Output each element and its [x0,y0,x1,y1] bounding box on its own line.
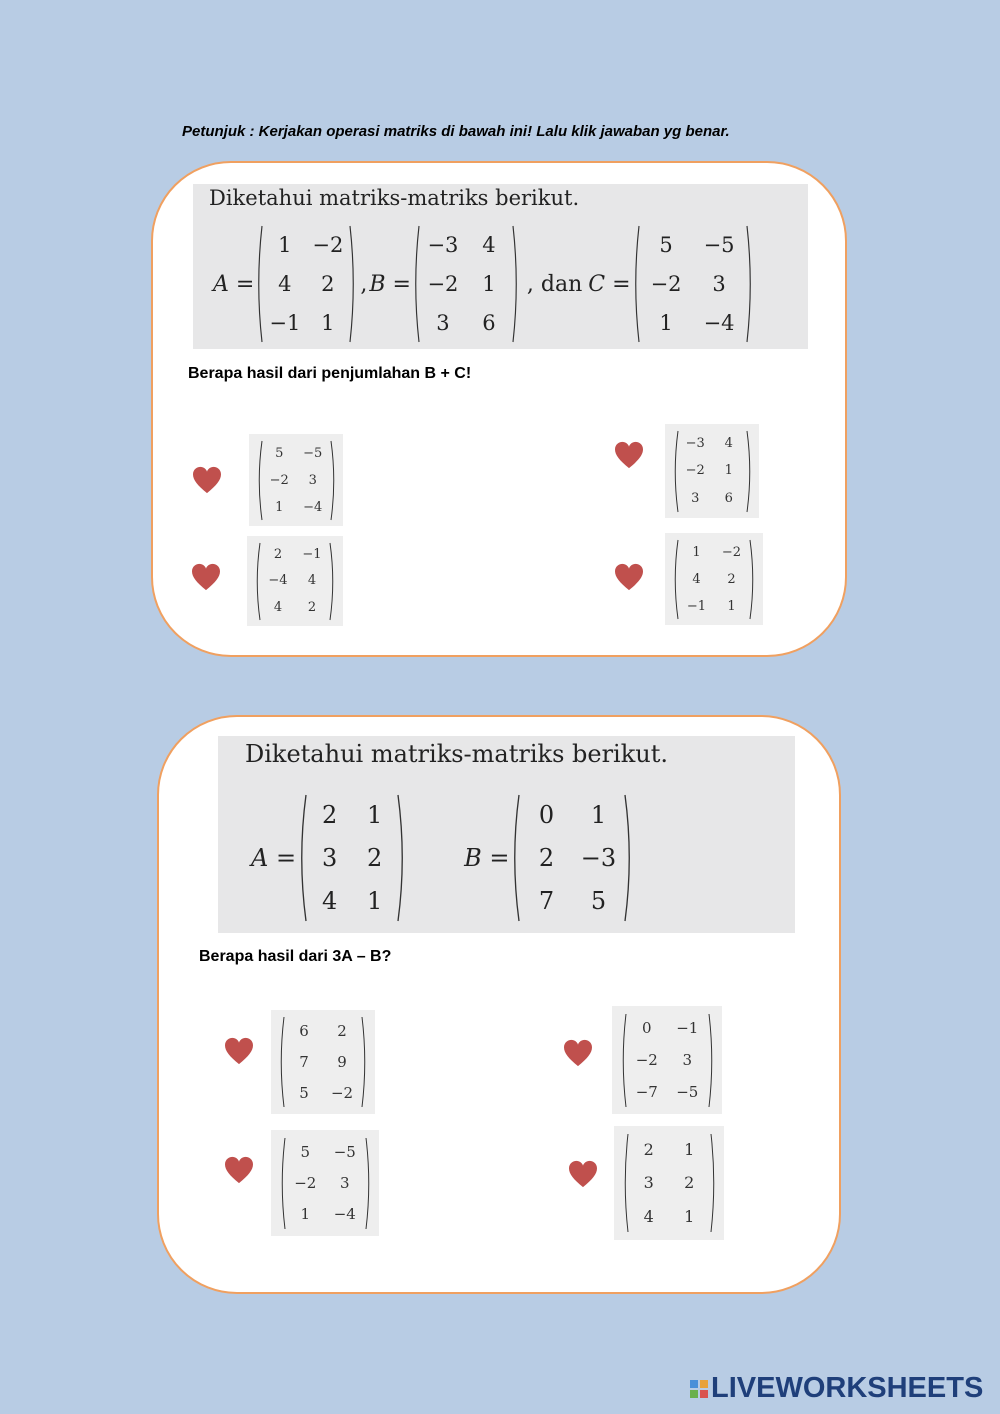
matrix-cell: −2 [312,232,344,257]
left-paren [671,430,679,513]
matrix-cell: 4 [692,571,701,587]
given-title: Diketahui matriks-matriks berikut. [245,740,668,768]
matrix-cell: 0 [538,801,555,830]
instruction-text: Petunjuk : Kerjakan operasi matriks di bawah ini! Lalu klik jawaban yg benar. [182,123,730,140]
matrix-cell: 2 [366,843,383,872]
right-paren [710,1133,718,1233]
matrix-cell: −5 [303,445,323,461]
matrix-cell: −1 [686,598,707,614]
left-paren [631,225,640,343]
given-matrices-panel [218,736,795,933]
matrix-cell: 1 [275,499,284,515]
matrix-cell: 6 [724,491,733,507]
matrix-cell: 3 [712,271,726,296]
answer-option-4[interactable] [614,1126,724,1240]
right-paren [329,542,337,621]
matrix-cell: −2 [427,271,459,296]
matrix-cell: 2 [273,547,283,563]
option-matrix [278,1137,373,1230]
matrix-cell: 1 [727,598,736,614]
comma: , [360,271,368,297]
right-paren [746,430,754,513]
question-1-prompt: Berapa hasil dari penjumlahan B + C! [188,365,472,382]
matrix-cell: 3 [682,1050,693,1069]
given-title: Diketahui matriks-matriks berikut. [209,186,580,210]
matrix-cell: 3 [436,311,450,336]
heart-icon[interactable] [568,1160,598,1188]
logo-text: LIVEWORKSHEETS [711,1372,984,1404]
question-card-2 [157,715,841,1294]
heart-icon[interactable] [224,1156,254,1184]
option-matrix [671,539,757,620]
answer-option-4[interactable] [665,533,763,625]
matrix-cell: −2 [721,544,742,560]
heart-icon[interactable] [614,441,644,469]
matrix-cell: 7 [299,1052,309,1071]
matrix-cell: −1 [676,1019,699,1038]
matrix-cell: 1 [321,311,335,336]
matrix-cell: −2 [269,472,289,488]
right-paren [397,794,408,922]
option-matrix [277,1016,369,1108]
left-paren [621,1133,629,1233]
matrix-cell: −4 [703,311,735,336]
matrix-cell: −5 [333,1143,356,1161]
heart-icon[interactable] [192,466,222,494]
matrix-cell: 3 [339,1174,350,1192]
matrix-cell: −4 [333,1205,356,1223]
matrix-cell: 3 [308,472,317,488]
left-paren [277,1016,285,1108]
matrix-cell: 0 [641,1019,652,1038]
label-matrix-a: A = [213,271,255,297]
matrix-cell: −5 [676,1082,699,1101]
label-matrix-c: C = [588,271,631,297]
right-paren [749,539,757,620]
question-2-prompt: Berapa hasil dari 3A – B? [199,948,392,965]
matrix-cell: 9 [337,1052,347,1071]
right-paren [361,1016,369,1108]
connector-dan: , dan [526,271,583,297]
matrix-cell: −3 [427,232,459,257]
matrix-cell: 2 [538,843,555,872]
matrix-cell: 1 [366,886,383,915]
matrix-cell: 1 [692,544,701,560]
matrix-cell: 3 [643,1173,654,1193]
given-matrices-panel [193,184,808,349]
matrix-cell: −2 [635,1050,658,1069]
label-matrix-b: B = [369,271,411,297]
matrix-cell: 5 [299,1083,309,1102]
liveworksheets-logo [690,1372,983,1405]
matrix-cell: −2 [650,271,682,296]
matrix-cell: −3 [580,843,617,872]
matrix-cell: 4 [321,886,338,915]
matrix-cell: 5 [275,445,284,461]
matrix-cell: 4 [307,573,317,589]
heart-icon[interactable] [614,563,644,591]
matrix-cell: −4 [303,499,323,515]
right-paren [349,225,358,343]
left-paren [254,225,263,343]
left-paren [253,542,261,621]
matrix-cell: 2 [321,271,335,296]
heart-icon[interactable] [563,1039,593,1067]
heart-icon[interactable] [191,563,221,591]
left-paren [278,1137,286,1230]
matrix-cell: −4 [268,573,288,589]
matrix-b [509,794,635,922]
right-paren [512,225,521,343]
matrix-cell: −5 [703,232,735,257]
matrix-cell: 1 [278,232,292,257]
answer-option-1[interactable] [271,1010,375,1114]
answer-option-2[interactable] [612,1006,722,1114]
right-paren [624,794,635,922]
matrix-cell: 6 [299,1022,309,1041]
right-paren [746,225,755,343]
matrix-cell: −1 [269,311,301,336]
option-matrix [621,1133,718,1233]
answer-option-3[interactable] [247,536,343,626]
matrix-cell: 7 [538,886,555,915]
matrix-cell: 5 [300,1143,311,1161]
answer-option-1[interactable] [249,434,343,526]
matrix-cell: 1 [659,311,673,336]
right-paren [365,1137,373,1230]
option-matrix [619,1013,716,1108]
matrix-cell: 1 [684,1206,695,1226]
matrix-cell: 1 [684,1140,695,1160]
heart-icon[interactable] [224,1037,254,1065]
label-matrix-a: A = [251,844,297,872]
matrix-b [411,225,521,343]
option-matrix [671,430,754,513]
matrix-a [296,794,408,922]
matrix-cell: 1 [300,1205,311,1223]
matrix-cell: −2 [330,1083,354,1102]
matrix-cell: 6 [482,311,496,336]
right-paren [330,440,338,521]
left-paren [509,794,520,922]
matrix-cell: 1 [482,271,496,296]
left-paren [671,539,679,620]
matrix-c [631,225,755,343]
matrix-cell: −2 [294,1174,317,1192]
matrix-cell: −7 [635,1082,658,1101]
logo-mark-icon [690,1380,708,1398]
left-paren [255,440,263,521]
matrix-cell: 2 [643,1140,654,1160]
matrix-cell: 4 [278,271,292,296]
left-paren [619,1013,627,1108]
matrix-cell: 2 [337,1022,347,1041]
matrix-cell: 5 [659,232,673,257]
matrix-cell: 2 [307,599,317,615]
question-card-1 [151,161,847,657]
matrix-cell: 4 [724,435,733,451]
matrix-cell: −3 [685,435,705,451]
matrix-a [254,225,358,343]
matrix-cell: 4 [643,1206,654,1226]
matrix-cell: 3 [691,491,700,507]
matrix-cell: 3 [321,843,338,872]
matrix-cell: 1 [724,463,733,479]
matrix-cell: 2 [727,571,736,587]
right-paren [708,1013,716,1108]
option-matrix [253,542,337,621]
matrix-cell: 5 [590,886,607,915]
label-matrix-b: B = [464,844,510,872]
matrix-cell: 2 [684,1173,695,1193]
matrix-cell: 1 [366,801,383,830]
matrix-cell: 1 [590,801,607,830]
matrix-cell: −2 [685,463,705,479]
matrix-cell: 2 [321,801,338,830]
left-paren [411,225,420,343]
matrix-cell: 4 [273,599,283,615]
answer-option-2[interactable] [665,424,759,518]
answer-option-3[interactable] [271,1130,379,1236]
matrix-cell: 4 [482,232,496,257]
option-matrix [255,440,338,521]
matrix-cell: −1 [302,547,322,563]
left-paren [296,794,307,922]
